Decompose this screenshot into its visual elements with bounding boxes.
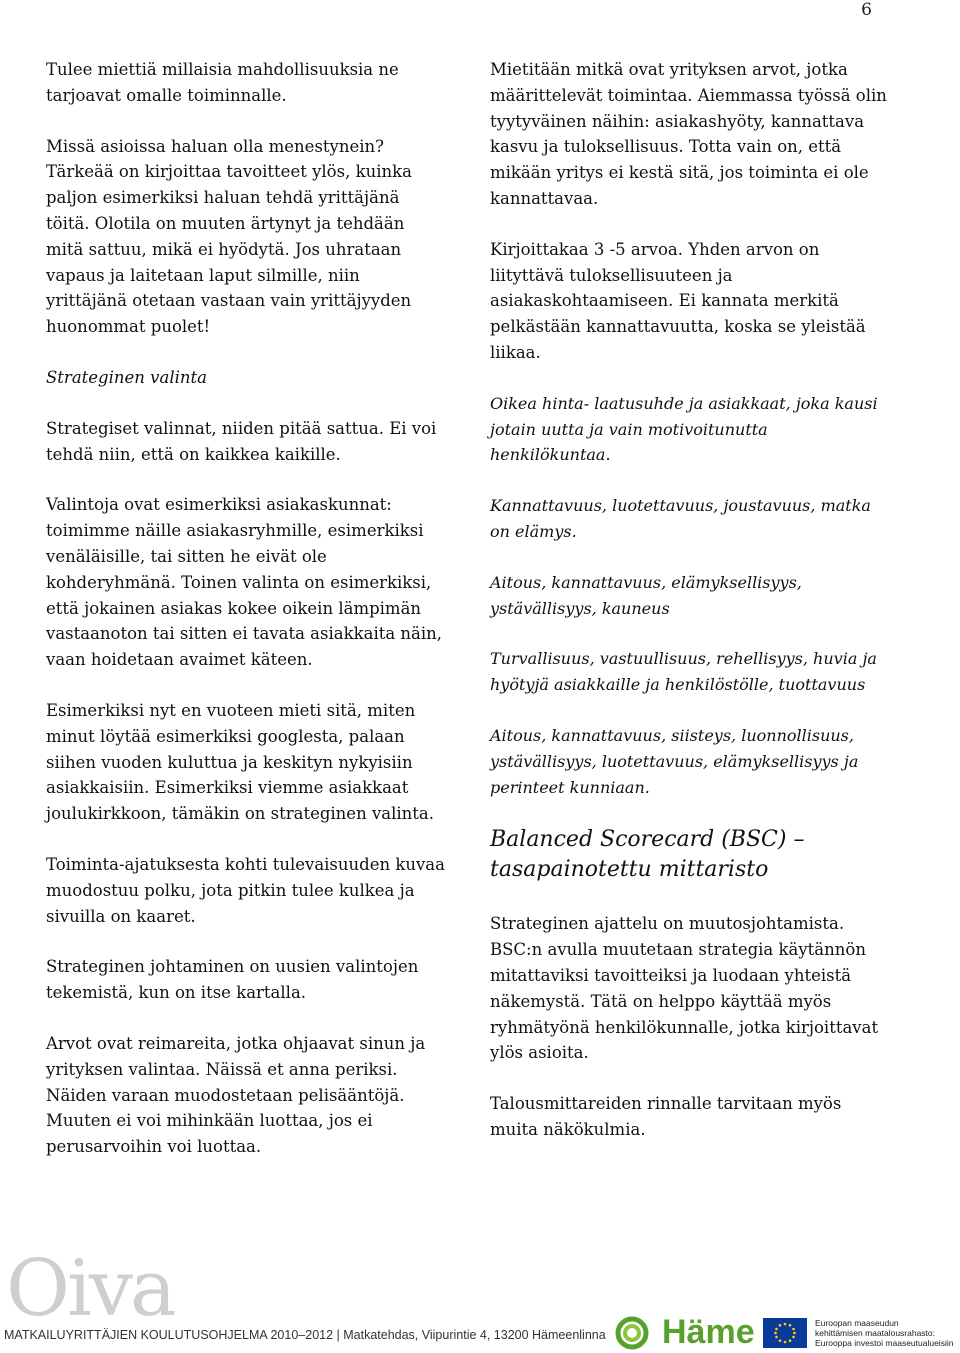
value-example: Kannattavuus, luotettavuus, joustavuus, matka on elämys.: [490, 496, 871, 541]
footer-text: MATKAILUYRITTÄJIEN KOULUTUSOHJELMA 2010–2012 | Matkatehdas, Viipurintie 4, 13200 Hämeenlinna: [4, 1328, 606, 1342]
section-heading: Balanced Scorecard (BSC) –tasapainotettu mittaristo: [490, 827, 805, 883]
footer: [0, 1312, 960, 1353]
value-example: Turvallisuus, vastuullisuus, rehellisyys, huvia ja hyötyjä asiakkaille ja henkilöstölle, tuottavuus: [490, 649, 877, 695]
hame-swirl-icon: [612, 1316, 656, 1350]
left-column: [46, 57, 446, 1185]
page-number: 6: [861, 0, 872, 20]
paragraph: Strateginen ajattelu on muutosjohtamista. BSC:n avulla muutetaan strategia käytännön mitattaviksi tavoitteiksi ja luodaan yhteistä näkemystä. Tätä on helppo käyttää myös ryhmätyönä henkilökunnalle, jotka kirjoittavat ylös asioita.: [490, 914, 879, 1063]
value-example: Aitous, kannattavuus, elämyksellisyys, ystävällisyys, kauneus: [490, 572, 802, 618]
paragraph: Missä asioissa haluan olla menestynein? Tärkeää on kirjoittaa tavoitteet ylös, kuinka paljon esimerkiksi haluan tehdä yrittäjänä töitä. Olotila on muuten ärtynyt ja tehdään mitä sattuu, mikä ei hyödytä. Jos uhrataan vapaus ja laitetaan laput silmille, niin yrittäjänä otetaan vastaan vain yrittäjyyden huonommat puolet!: [46, 136, 412, 337]
paragraph: Strateginen johtaminen on uusien valintojen tekemistä, kun on itse kartalla.: [46, 957, 419, 1003]
paragraph: Esimerkiksi nyt en vuoteen mieti sitä, miten minut löytää esimerkiksi googlesta, palaan siihen vuoden kuluttua ja keskityn nykyisiin asiakkaisiin. Esimerkiksi viemme asiakkaat joulukirkkoon, tämäkin on strateginen valinta.: [46, 700, 434, 824]
paragraph: Talousmittareiden rinnalle tarvitaan myös muita näkökulmia.: [490, 1094, 842, 1139]
eu-flag-icon: [763, 1318, 807, 1348]
oiva-logo: Oiva: [6, 1244, 174, 1334]
right-column: [490, 57, 890, 1168]
hame-logo-text: Häme: [662, 1313, 755, 1351]
value-example: Aitous, kannattavuus, siisteys, luonnollisuus, ystävällisyys, luotettavuus, elämyksellisyys ja perinteet kunniaan.: [490, 725, 859, 797]
section-heading: Strateginen valinta: [46, 367, 207, 387]
paragraph: Arvot ovat reimareita, jotka ohjaavat sinun ja yrityksen valintaa. Näissä et anna periksi. Näiden varaan muodostetaan pelisääntöjä. Muuten ei voi mihinkään luottaa, jos ei perusarvoihin voi luottaa.: [46, 1033, 426, 1157]
paragraph: Kirjoittakaa 3 -5 arvoa. Yhden arvon on liityttävä tuloksellisuuteen ja asiakaskohtaamiseen. Ei kannata merkitä pelkästään kannattavuutta, koska se yleistää liikaa.: [490, 239, 866, 362]
paragraph: Tulee miettiä millaisia mahdollisuuksia ne tarjoavat omalle toiminnalle.: [46, 60, 399, 105]
paragraph: Valintoja ovat esimerkiksi asiakaskunnat: toimimme näille asiakasryhmille, esimerkiksi venäläisille, tai sitten he eivät ole kohderyhmänä. Toinen valinta on esimerkiksi, että jokainen asiakas kokee oikein lämpimän vastaanoton tai sitten ei tavata asiakkaita näin, vaan hoidetaan avaimet käteen.: [46, 495, 443, 670]
paragraph: Mietitään mitkä ovat yrityksen arvot, jotka määrittelevät toimintaa. Aiemmassa työssä olin tyytyväinen näihin: asiakashyöty, kannattava kasvu ja tuloksellisuus. Totta vain on, että mikään yritys ei kestä sitä, jos toiminta ei ole kannattavaa.: [490, 60, 887, 208]
paragraph: Toiminta-ajatuksesta kohti tulevaisuuden kuvaa muodostuu polku, jota pitkin tulee kulkea ja sivuilla on kaaret.: [46, 854, 445, 926]
eu-fund-text: Euroopan maaseudun kehittämisen maatalousrahasto: Eurooppa investoi maaseutualueisiin: [815, 1318, 954, 1348]
value-example: Oikea hinta- laatusuhde ja asiakkaat, joka kausi jotain uutta ja vain motivoitunutta henkilökuntaa.: [490, 393, 878, 465]
paragraph: Strategiset valinnat, niiden pitää sattua. Ei voi tehdä niin, että on kaikkea kaikille.: [46, 418, 437, 464]
